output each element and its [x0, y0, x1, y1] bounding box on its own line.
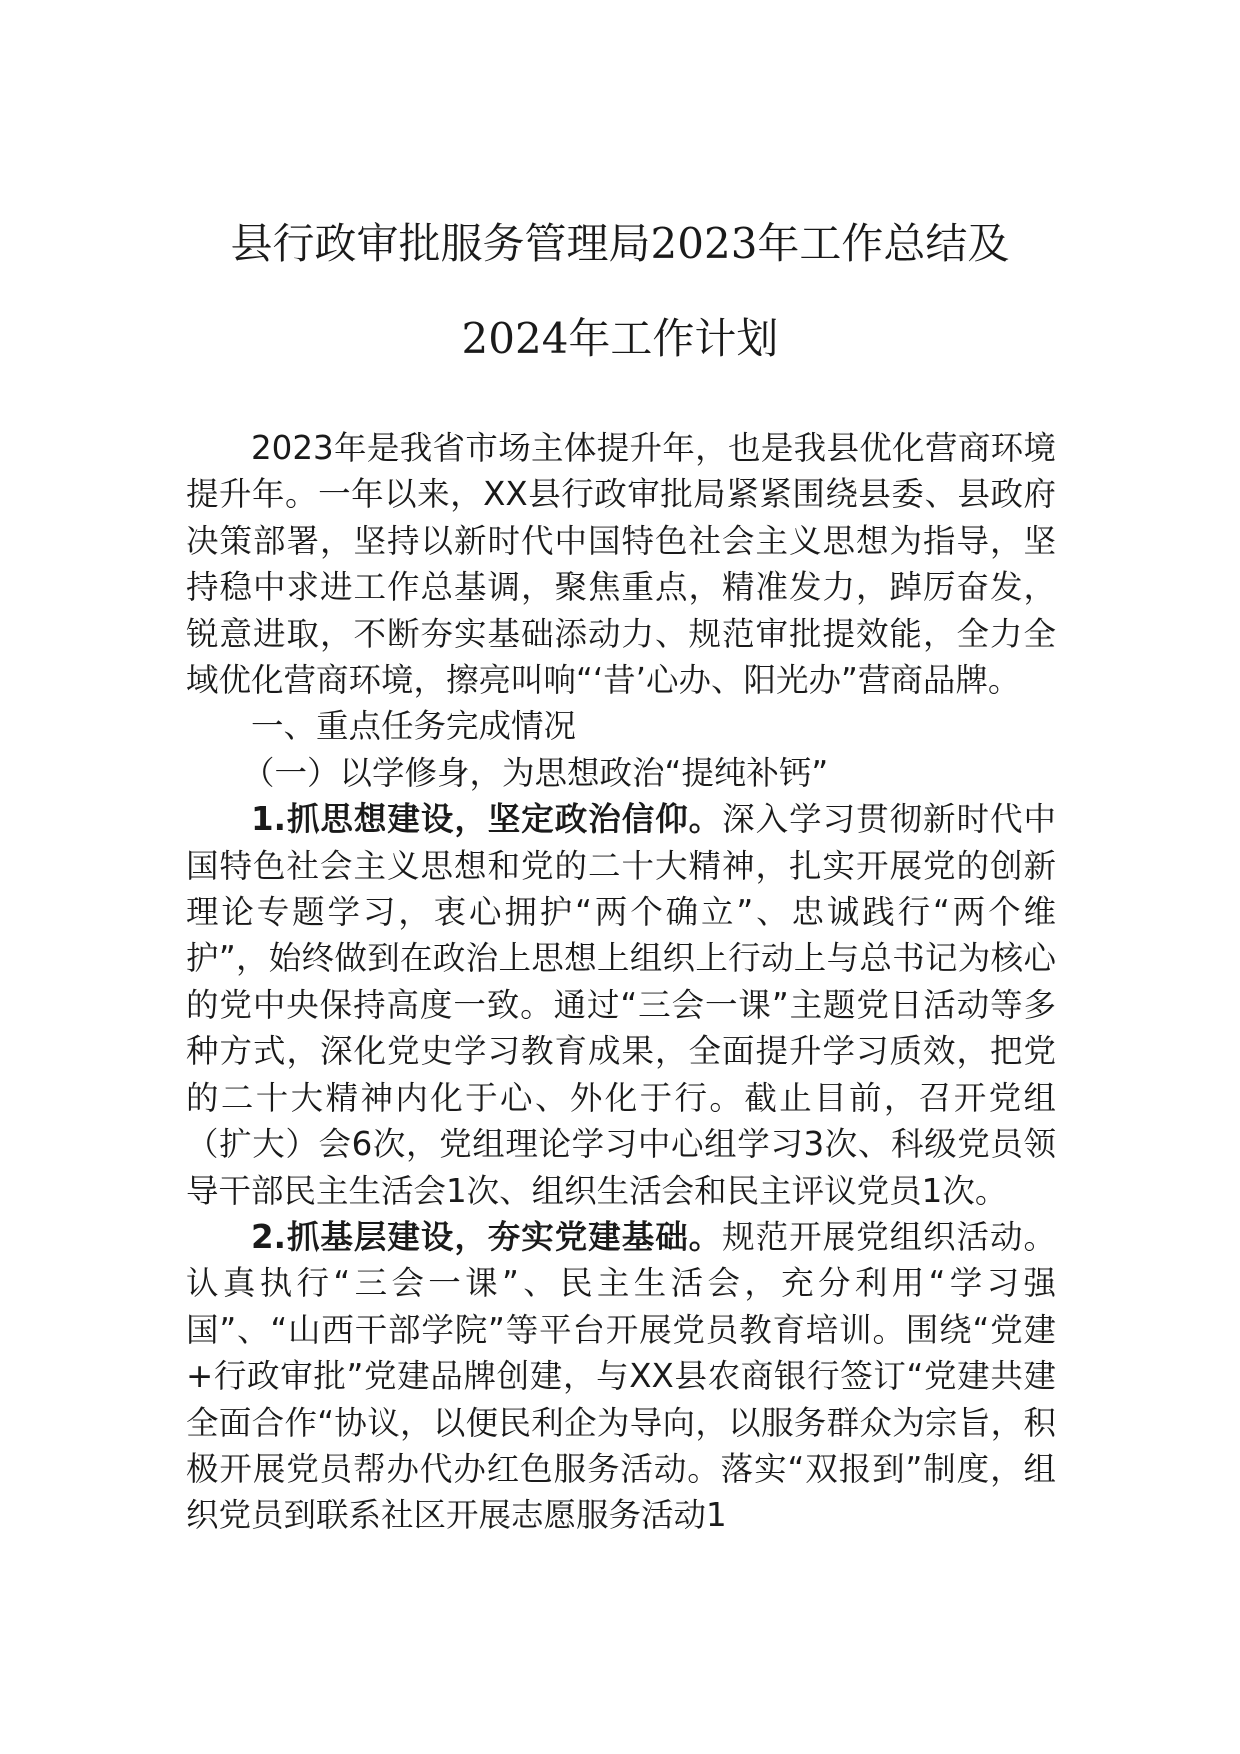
- document-body: [186, 425, 1056, 1539]
- item-1-text: 深入学习贯彻新时代中国特色社会主义思想和党的二十大精神，扎实开展党的创新理论专题学习，衷心拥护“两个确立”、忠诚践行“两个维护”，始终做到在政治上思想上组织上行动上与总书记为核心的党中央保持高度一致。通过“三会一课”主题党日活动等多种方式，深化党史学习教育成果，全面提升学习质效，把党的二十大精神内化于心、外化于行。截止目前，召开党组（扩大）会6次，党组理论学习中心组学习3次、科级党员领导干部民主生活会1次、组织生活会和民主评议党员1次。: [186, 800, 1056, 1210]
- section-heading: 一、重点任务完成情况: [251, 707, 577, 746]
- document-title-line-1: 县行政审批服务管理局2023年工作总结及: [230, 219, 1010, 268]
- intro-paragraph: 2023年是我省市场主体提升年，也是我县优化营商环境提升年。一年以来，XX县行政审批局紧紧围绕县委、县政府决策部署，坚持以新时代中国特色社会主义思想为指导，坚持稳中求进工作总基调，聚焦重点，精准发力，踔厉奋发，锐意进取，不断夯实基础添动力、规范审批提效能，全力全域优化营商环境，擦亮叫响“‘昔’心办、阳光办”营商品牌。: [186, 429, 1056, 700]
- item-1-lead: 1.抓思想建设，坚定政治信仰。: [251, 800, 723, 839]
- item-2-lead: 2.抓基层建设，夯实党建基础。: [251, 1217, 723, 1256]
- subsection-heading: （一）以学修身，为思想政治“提纯补钙”: [242, 753, 829, 792]
- item-1-paragraph: [186, 796, 1056, 1214]
- document-title-line-2: 2024年工作计划: [461, 314, 779, 363]
- item-2-paragraph: [186, 1214, 1056, 1539]
- item-2-text: 规范开展党组织活动。认真执行“三会一课”、民主生活会，充分利用“学习强国”、“山西干部学院”等平台开展党员教育培训。围绕“党建+行政审批”党建品牌创建，与XX县农商银行签订“党建共建全面合作“协议，以便民利企为导向，以服务群众为宗旨，积极开展党员帮办代办红色服务活动。落实“双报到”制度，组织党员到联系社区开展志愿服务活动1: [186, 1217, 1056, 1535]
